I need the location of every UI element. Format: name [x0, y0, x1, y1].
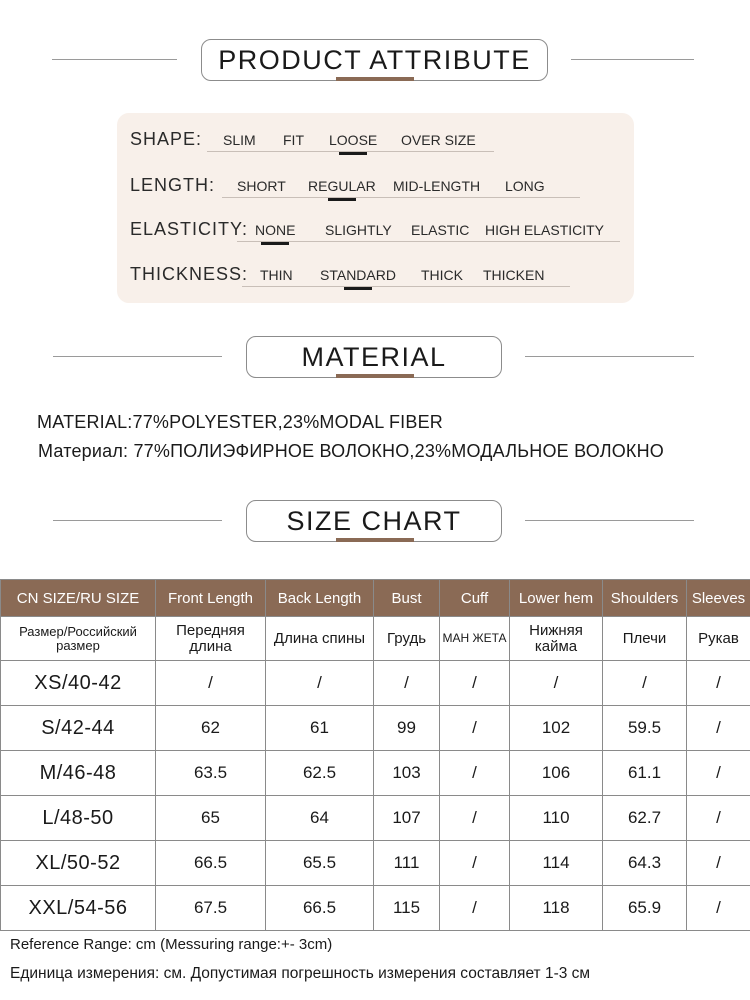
table-cell: 64.3	[603, 841, 687, 886]
column-header: Bust	[374, 580, 440, 617]
section-title-size-chart: SIZE CHART	[246, 500, 502, 542]
table-cell: 66.5	[266, 886, 374, 931]
table-cell: 106	[510, 751, 603, 796]
table-cell: 65.5	[266, 841, 374, 886]
header-accent-bar	[336, 374, 414, 378]
section-title-material: MATERIAL	[246, 336, 502, 378]
table-cell: /	[687, 796, 750, 841]
table-cell: 118	[510, 886, 603, 931]
table-cell: 110	[510, 796, 603, 841]
table-cell: 62.5	[266, 751, 374, 796]
size-chart-table	[0, 579, 750, 931]
material-text-en: MATERIAL:77%POLYESTER,23%MODAL FIBER	[37, 412, 443, 432]
option-thick: THICK	[421, 267, 463, 283]
column-header: CN SIZE/RU SIZE	[1, 580, 156, 617]
table-row	[1, 886, 750, 931]
size-cell: S/42-44	[1, 706, 156, 751]
column-header-ru: Грудь	[374, 617, 440, 661]
header-accent-bar	[336, 538, 414, 542]
table-cell: 64	[266, 796, 374, 841]
attribute-label: LENGTH:	[130, 175, 216, 195]
attribute-label: THICKNESS:	[130, 264, 249, 284]
option-elastic: ELASTIC	[411, 222, 470, 238]
option-slightly: SLIGHTLY	[325, 222, 392, 238]
attribute-label: ELASTICITY:	[130, 219, 249, 239]
material-header	[0, 332, 750, 382]
option-over-size: OVER SIZE	[401, 132, 476, 148]
column-header: Sleeves	[687, 580, 750, 617]
attribute-panel	[117, 113, 634, 303]
table-cell: 115	[374, 886, 440, 931]
table-cell: /	[603, 661, 687, 706]
material-text-ru: Материал: 77%ПОЛИЭФИРНОЕ ВОЛОКНО,23%МОДАЛЬНОЕ ВОЛОКНО	[38, 441, 664, 461]
column-header-ru: Рукав	[687, 617, 750, 661]
table-cell: /	[440, 706, 510, 751]
table-cell: /	[687, 706, 750, 751]
option-long: LONG	[505, 178, 545, 194]
option-loose-selected: LOOSE	[329, 132, 378, 148]
table-cell: /	[687, 886, 750, 931]
attribute-label: SHAPE:	[130, 129, 203, 149]
table-cell: 102	[510, 706, 603, 751]
attribute-rule	[222, 197, 580, 198]
column-header-ru: Нижняя кайма	[510, 617, 603, 661]
column-header: Shoulders	[603, 580, 687, 617]
column-header-ru: Плечи	[603, 617, 687, 661]
table-cell: 62.7	[603, 796, 687, 841]
table-cell: 66.5	[156, 841, 266, 886]
table-cell: 67.5	[156, 886, 266, 931]
column-header-ru: Длина спины	[266, 617, 374, 661]
product-attribute-header	[0, 35, 750, 85]
column-header-ru: Передняя длина	[156, 617, 266, 661]
table-cell: 59.5	[603, 706, 687, 751]
option-thin: THIN	[260, 267, 293, 283]
table-cell: /	[687, 661, 750, 706]
size-cell: M/46-48	[1, 751, 156, 796]
table-cell: /	[266, 661, 374, 706]
table-row	[1, 751, 750, 796]
column-header-ru: Размер/Российский размер	[1, 617, 156, 661]
option-thicken: THICKEN	[483, 267, 545, 283]
column-header: Back Length	[266, 580, 374, 617]
header-divider-right	[525, 356, 694, 357]
table-cell: 99	[374, 706, 440, 751]
header-row-ru	[1, 617, 750, 661]
attribute-row-thickness	[117, 250, 634, 290]
option-high-elasticity: HIGH ELASTICITY	[485, 222, 605, 238]
attribute-row-length	[117, 161, 634, 201]
table-cell: /	[440, 886, 510, 931]
size-chart-header	[0, 496, 750, 546]
table-cell: /	[687, 751, 750, 796]
table-cell: 103	[374, 751, 440, 796]
table-cell: 61.1	[603, 751, 687, 796]
column-header: Front Length	[156, 580, 266, 617]
table-row	[1, 661, 750, 706]
table-cell: 114	[510, 841, 603, 886]
table-cell: /	[156, 661, 266, 706]
table-cell: 63.5	[156, 751, 266, 796]
table-cell: /	[440, 661, 510, 706]
header-divider-right	[525, 520, 694, 521]
option-short: SHORT	[237, 178, 286, 194]
table-cell: /	[440, 796, 510, 841]
attribute-rule	[237, 241, 620, 242]
attribute-rule	[242, 286, 570, 287]
reference-range-note: Reference Range: cm (Messuring range:+- 3cm)	[10, 936, 333, 953]
header-divider-left	[53, 356, 222, 357]
header-accent-bar	[336, 77, 414, 81]
option-slim: SLIM	[223, 132, 256, 148]
size-cell: XXL/54-56	[1, 886, 156, 931]
table-row	[1, 841, 750, 886]
column-header-ru: МАН ЖЕТА	[440, 617, 510, 661]
table-row	[1, 796, 750, 841]
header-row-en	[1, 580, 750, 617]
size-cell: XS/40-42	[1, 661, 156, 706]
option-fit: FIT	[283, 132, 304, 148]
measurement-note-ru: Единица измерения: см. Допустимая погрешность измерения составляет 1-3 см	[10, 965, 591, 982]
table-cell: /	[440, 751, 510, 796]
attribute-row-elasticity	[117, 205, 634, 245]
option-standard-selected: STANDARD	[320, 267, 396, 283]
table-row	[1, 706, 750, 751]
table-cell: 65.9	[603, 886, 687, 931]
table-cell: 62	[156, 706, 266, 751]
table-cell: 107	[374, 796, 440, 841]
attribute-row-shape	[117, 115, 634, 155]
column-header: Cuff	[440, 580, 510, 617]
table-cell: /	[440, 841, 510, 886]
header-divider-left	[52, 59, 177, 60]
header-divider-left	[53, 520, 222, 521]
size-cell: L/48-50	[1, 796, 156, 841]
header-divider-right	[571, 59, 694, 60]
option-regular-selected: REGULAR	[308, 178, 376, 194]
option-none-selected: NONE	[255, 222, 296, 238]
table-cell: /	[510, 661, 603, 706]
table-cell: /	[687, 841, 750, 886]
column-header: Lower hem	[510, 580, 603, 617]
size-cell: XL/50-52	[1, 841, 156, 886]
table-cell: 111	[374, 841, 440, 886]
table-cell: 65	[156, 796, 266, 841]
table-cell: /	[374, 661, 440, 706]
option-mid-length: MID-LENGTH	[393, 178, 481, 194]
section-title-attribute: PRODUCT ATTRIBUTE	[201, 39, 548, 81]
table-cell: 61	[266, 706, 374, 751]
